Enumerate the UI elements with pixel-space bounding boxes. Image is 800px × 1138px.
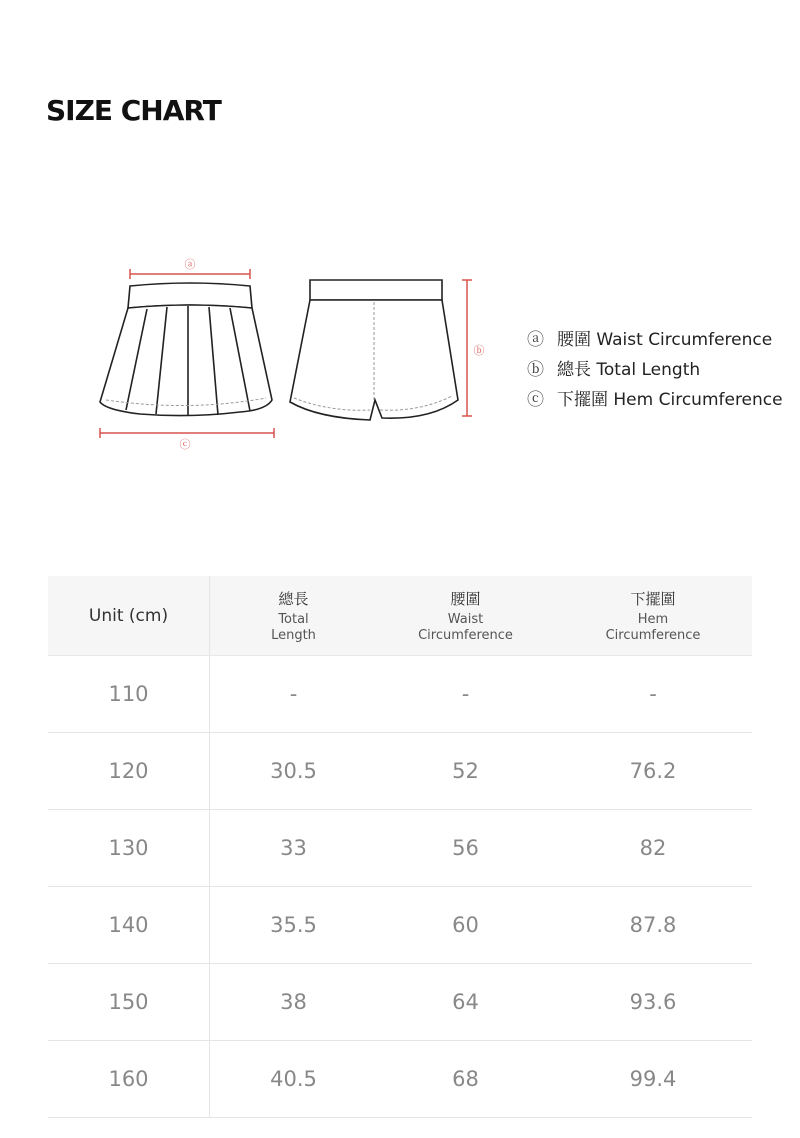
cell-total-length: 40.5 xyxy=(210,1041,378,1118)
skirt-front xyxy=(100,283,272,416)
cell-waist: 56 xyxy=(377,810,554,887)
header-unit xyxy=(48,576,210,656)
cell-total-length: 30.5 xyxy=(210,733,378,810)
legend-mark-a: ⓐ xyxy=(527,329,544,350)
header-zh: 下擺圍 xyxy=(630,589,676,608)
cell-hem: - xyxy=(554,656,752,733)
cell-waist: - xyxy=(377,656,554,733)
table-header-row xyxy=(48,576,752,656)
table-row xyxy=(48,887,752,964)
header-en-line: Total xyxy=(278,611,309,627)
legend-text-hem: 下擺圍 Hem Circumference xyxy=(557,389,783,410)
table-row xyxy=(48,810,752,887)
measure-label-a: ⓐ xyxy=(184,258,196,271)
cell-size: 120 xyxy=(48,733,210,810)
table-row xyxy=(48,1041,752,1118)
legend-text-length: 總長 Total Length xyxy=(557,359,701,380)
size-table xyxy=(48,576,752,1118)
cell-total-length: 35.5 xyxy=(210,887,378,964)
cell-waist: 68 xyxy=(377,1041,554,1118)
cell-hem: 82 xyxy=(554,810,752,887)
cell-total-length: 33 xyxy=(210,810,378,887)
cell-size: 110 xyxy=(48,656,210,733)
header-en-line: Circumference xyxy=(418,627,513,643)
legend-text-waist: 腰圍 Waist Circumference xyxy=(557,329,773,350)
header-en-line: Length xyxy=(271,627,316,643)
header-total-length xyxy=(210,576,378,656)
measure-label-b: ⓑ xyxy=(473,344,485,357)
cell-waist: 60 xyxy=(377,887,554,964)
header-en-line: Waist xyxy=(447,611,484,627)
cell-hem: 93.6 xyxy=(554,964,752,1041)
header-hem xyxy=(554,576,752,656)
legend-item-waist xyxy=(527,322,783,352)
header-zh: 總長 xyxy=(278,589,309,608)
legend-mark-b: ⓑ xyxy=(527,359,544,380)
measure-label-c: ⓒ xyxy=(179,438,191,450)
cell-hem: 87.8 xyxy=(554,887,752,964)
measure-line-length xyxy=(462,280,472,416)
legend-mark-c: ⓒ xyxy=(527,389,544,410)
cell-waist: 52 xyxy=(377,733,554,810)
cell-size: 140 xyxy=(48,887,210,964)
skort-illustration xyxy=(90,250,500,450)
cell-size: 150 xyxy=(48,964,210,1041)
cell-hem: 99.4 xyxy=(554,1041,752,1118)
header-waist xyxy=(377,576,554,656)
cell-waist: 64 xyxy=(377,964,554,1041)
header-zh: 腰圍 xyxy=(450,589,481,608)
table-row xyxy=(48,964,752,1041)
cell-size: 160 xyxy=(48,1041,210,1118)
cell-size: 130 xyxy=(48,810,210,887)
legend-item-hem xyxy=(527,382,783,412)
header-en-line: Hem xyxy=(637,611,669,627)
measurement-legend xyxy=(527,322,783,412)
page-title: SIZE CHART xyxy=(46,94,221,127)
table-row xyxy=(48,733,752,810)
cell-total-length: 38 xyxy=(210,964,378,1041)
garment-diagram xyxy=(90,250,500,454)
header-unit-label: Unit (cm) xyxy=(88,605,169,626)
measure-line-hem xyxy=(100,428,274,438)
header-en-line: Circumference xyxy=(605,627,701,643)
legend-item-length xyxy=(527,352,783,382)
cell-total-length: - xyxy=(210,656,378,733)
cell-hem: 76.2 xyxy=(554,733,752,810)
table-row xyxy=(48,656,752,733)
